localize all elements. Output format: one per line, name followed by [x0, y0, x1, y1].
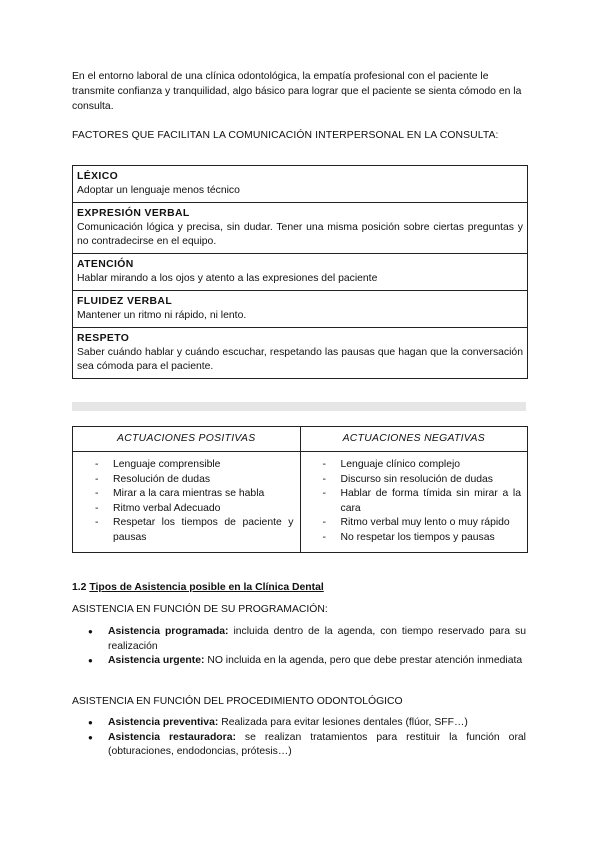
procedimiento-list — [88, 716, 526, 760]
positive-list — [91, 458, 294, 545]
factor-atencion — [73, 254, 527, 291]
list-item: - Hablar de forma tímida sin mirar a la cara — [319, 487, 522, 516]
spacer-bar — [72, 402, 526, 411]
list-item: - Respetar los tiempos de paciente y pausas — [91, 516, 294, 545]
factor-title: LÉXICO — [77, 171, 119, 182]
item-term: Asistencia preventiva: — [108, 717, 219, 728]
list-item: - Discurso sin resolución de dudas — [319, 473, 522, 488]
item-text: incluida dentro de la agenda, con tiempo reservado para su realización — [108, 626, 526, 652]
list-item — [88, 625, 526, 654]
factor-title: EXPRESIÓN VERBAL — [77, 208, 190, 219]
item-term: Asistencia urgente: — [108, 655, 205, 666]
factor-fluidez-verbal — [73, 291, 527, 328]
actuaciones-body-row — [73, 452, 527, 552]
item-text: se realizan tratamientos para restituir la función oral (obturaciones, endodoncias, prótesis…) — [108, 731, 526, 757]
factor-title: ATENCIÓN — [77, 259, 134, 270]
list-item — [88, 654, 526, 669]
programacion-heading: ASISTENCIA EN FUNCIÓN DE SU PROGRAMACIÓN: — [72, 604, 328, 615]
factor-description: Comunicación lógica y precisa, sin dudar. Tener una misma posición sobre ciertas preguntas y no contradecirse en el equipo. — [77, 222, 523, 247]
list-item: - Ritmo verbal Adecuado — [91, 502, 294, 517]
list-item: - Lenguaje clínico complejo — [319, 458, 522, 473]
negative-list — [319, 458, 522, 545]
section-title — [72, 582, 324, 593]
list-item: - Ritmo verbal muy lento o muy rápido — [319, 516, 522, 531]
positive-header: ACTUACIONES POSITIVAS — [73, 427, 301, 451]
procedimiento-heading: ASISTENCIA EN FUNCIÓN DEL PROCEDIMIENTO ODONTOLÓGICO — [72, 696, 403, 707]
actuaciones-header-row — [73, 427, 527, 452]
negative-header: ACTUACIONES NEGATIVAS — [342, 433, 485, 444]
factor-description: Adoptar un lenguaje menos técnico — [77, 185, 240, 196]
factor-title: RESPETO — [77, 333, 130, 344]
actuaciones-table — [72, 426, 528, 553]
list-item — [88, 716, 526, 731]
positive-column — [73, 452, 301, 552]
list-item: - Resolución de dudas — [91, 473, 294, 488]
programacion-list — [88, 625, 526, 669]
item-text: NO incluida en la agenda, pero que debe prestar atención inmediata — [207, 655, 523, 666]
factor-description: Saber cuándo hablar y cuándo escuchar, respetando las pausas que hagan que la conversación sea cómoda para el paciente. — [77, 347, 523, 372]
factor-lexico — [73, 166, 527, 203]
factors-heading: FACTORES QUE FACILITAN LA COMUNICACIÓN INTERPERSONAL EN LA CONSULTA: — [72, 130, 499, 141]
item-term: Asistencia restauradora: — [108, 731, 236, 743]
factor-description: Hablar mirando a los ojos y atento a las expresiones del paciente — [77, 273, 378, 284]
factors-table — [72, 165, 528, 379]
negative-column — [301, 452, 528, 552]
section-number: 1.2 — [72, 582, 87, 593]
list-item — [88, 731, 526, 760]
factor-respeto — [73, 328, 527, 378]
list-item: - Lenguaje comprensible — [91, 458, 294, 473]
intro-paragraph: En el entorno laboral de una clínica odontológica, la empatía profesional con el paciente le transmite confianza y tranquilidad, algo básico para lograr que el paciente se sienta cómodo en la consulta. — [72, 71, 522, 112]
factor-title: FLUIDEZ VERBAL — [77, 296, 173, 307]
list-item: - Mirar a la cara mientras se habla — [91, 487, 294, 502]
item-text: Realizada para evitar lesiones dentales (flúor, SFF…) — [221, 717, 468, 728]
item-term: Asistencia programada: — [108, 626, 229, 637]
list-item: - No respetar los tiempos y pausas — [319, 531, 522, 546]
section-title-text: Tipos de Asistencia posible en la Clínica Dental — [89, 582, 324, 593]
factor-description: Mantener un ritmo ni rápido, ni lento. — [77, 310, 247, 321]
factor-expresion-verbal — [73, 203, 527, 254]
